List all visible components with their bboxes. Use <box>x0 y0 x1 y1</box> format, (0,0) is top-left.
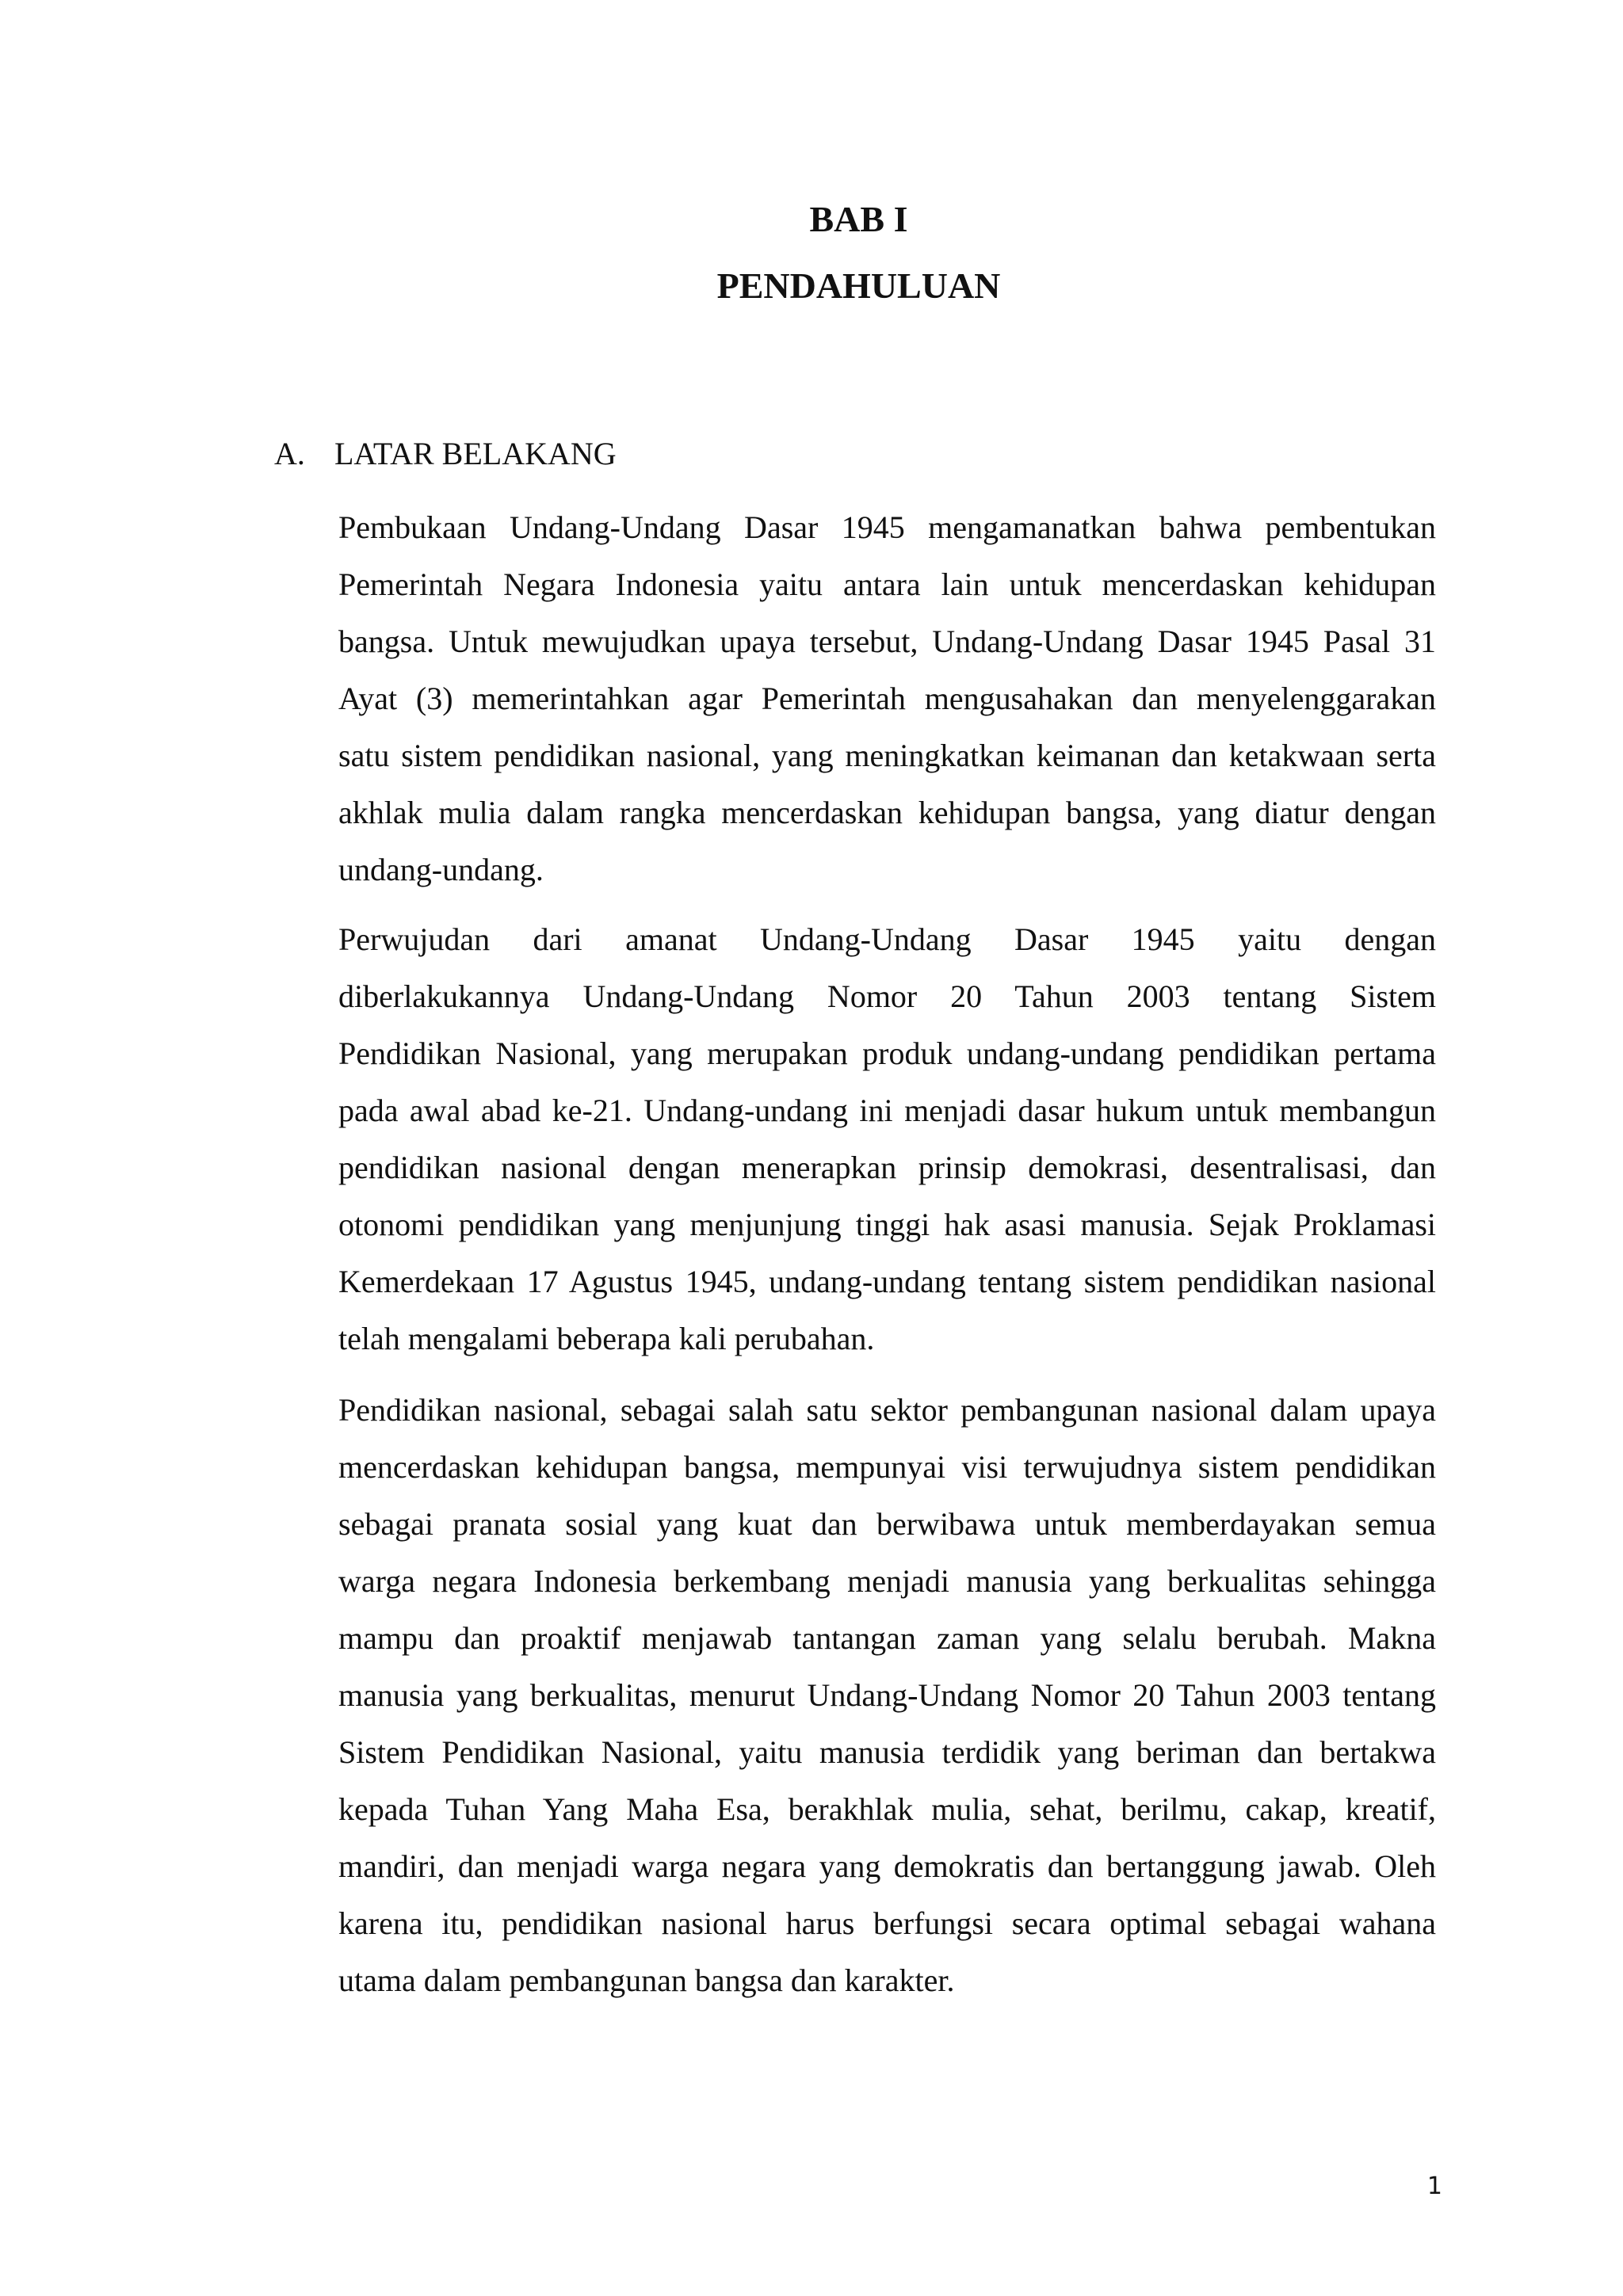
paragraph-line: pada awal abad ke-21. Undang-undang ini menjadi dasar hukum untuk membangun <box>338 1093 1436 1128</box>
paragraph-3 <box>338 1382 1436 2009</box>
paragraph-line: Pendidikan Nasional, yang merupakan produk undang-undang pendidikan pertama <box>338 1035 1436 1071</box>
paragraph-line: mencerdaskan kehidupan bangsa, mempunyai visi terwujudnya sistem pendidikan <box>338 1449 1436 1485</box>
paragraph-line: Ayat (3) memerintahkan agar Pemerintah mengusahakan dan menyelenggarakan <box>338 681 1436 716</box>
paragraph-line: undang-undang. <box>338 852 544 887</box>
paragraph-line: karena itu, pendidikan nasional harus berfungsi secara optimal sebagai wahana <box>338 1905 1436 1941</box>
section-title: LATAR BELAKANG <box>334 436 617 471</box>
paragraph-2 <box>338 911 1436 1367</box>
paragraph-line: Pembukaan Undang-Undang Dasar 1945 mengamanatkan bahwa pembentukan <box>338 509 1436 545</box>
chapter-title: PENDAHULUAN <box>716 265 1001 306</box>
paragraph-line: mampu dan proaktif menjawab tantangan zaman yang selalu berubah. Makna <box>338 1620 1436 1656</box>
paragraph-1 <box>338 499 1436 898</box>
paragraph-line: warga negara Indonesia berkembang menjadi manusia yang berkualitas sehingga <box>338 1563 1436 1599</box>
paragraph-line: otonomi pendidikan yang menjunjung tinggi hak asasi manusia. Sejak Proklamasi <box>338 1207 1436 1242</box>
paragraph-line: telah mengalami beberapa kali perubahan. <box>338 1321 875 1356</box>
section-heading <box>274 432 617 476</box>
section-letter: A. <box>274 436 305 471</box>
page-number: 1 <box>1426 2172 1442 2200</box>
paragraph-line: utama dalam pembangunan bangsa dan karakter. <box>338 1962 955 1998</box>
paragraph-line: mandiri, dan menjadi warga negara yang demokratis dan bertanggung jawab. Oleh <box>338 1848 1436 1884</box>
paragraph-line: manusia yang berkualitas, menurut Undang-Undang Nomor 20 Tahun 2003 tentang <box>338 1677 1436 1713</box>
paragraph-line: pendidikan nasional dengan menerapkan prinsip demokrasi, desentralisasi, dan <box>338 1150 1436 1185</box>
paragraph-line: Perwujudan dari amanat Undang-Undang Dasar 1945 yaitu dengan <box>338 921 1436 957</box>
paragraph-line: sebagai pranata sosial yang kuat dan berwibawa untuk memberdayakan semua <box>338 1506 1436 1542</box>
paragraph-line: diberlakukannya Undang-Undang Nomor 20 Tahun 2003 tentang Sistem <box>338 978 1436 1014</box>
paragraph-line: Pemerintah Negara Indonesia yaitu antara lain untuk mencerdaskan kehidupan <box>338 566 1436 602</box>
paragraph-line: satu sistem pendidikan nasional, yang meningkatkan keimanan dan ketakwaan serta <box>338 738 1436 773</box>
paragraph-line: Kemerdekaan 17 Agustus 1945, undang-undang tentang sistem pendidikan nasional <box>338 1264 1436 1299</box>
paragraph-line: Pendidikan nasional, sebagai salah satu sektor pembangunan nasional dalam upaya <box>338 1392 1436 1428</box>
paragraph-line: bangsa. Untuk mewujudkan upaya tersebut, Undang-Undang Dasar 1945 Pasal 31 <box>338 624 1436 659</box>
paragraph-line: Sistem Pendidikan Nasional, yaitu manusia terdidik yang beriman dan bertakwa <box>338 1734 1436 1770</box>
paragraph-line: akhlak mulia dalam rangka mencerdaskan kehidupan bangsa, yang diatur dengan <box>338 795 1436 830</box>
paragraph-line: kepada Tuhan Yang Maha Esa, berakhlak mulia, sehat, berilmu, cakap, kreatif, <box>338 1791 1436 1827</box>
chapter-number: BAB I <box>809 199 908 239</box>
